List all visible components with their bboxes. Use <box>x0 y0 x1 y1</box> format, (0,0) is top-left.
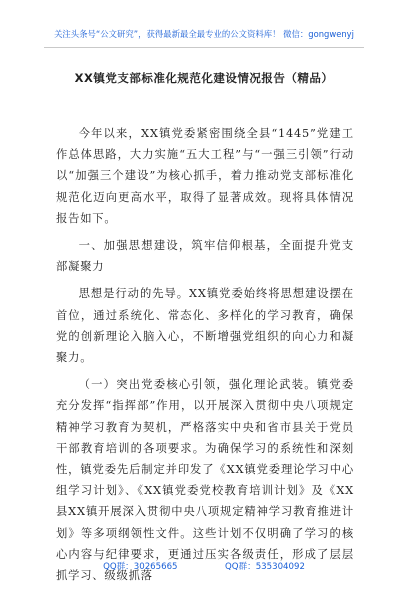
section-heading: 一、加强思想建设，筑牢信仰根基，全面提升党支部凝聚力 <box>56 239 354 274</box>
footer-contact <box>0 560 408 572</box>
footer-qq-group-1[interactable]: QQ群：30265665 <box>103 562 178 572</box>
section-paragraph: 思想是行动的先导。XX镇党委始终将思想建设摆在首位，通过系统化、常态化、多样化的学习教育，确保党的创新理论入脑入心，不断增强党组织的向心力和凝聚力。 <box>56 287 354 365</box>
document-title: XX镇党支部标准化规范化建设情况报告（精品） <box>74 71 334 85</box>
document-body <box>56 123 354 592</box>
footer-qq-group-2[interactable]: QQ群：535304092 <box>225 562 305 572</box>
header-divider <box>44 47 364 48</box>
intro-paragraph: 今年以来，XX镇党委紧密围绕全县“1445”党建工作总体思路，大力实施“五大工程”与“一强三引领”行动以“加强三个建设”为核心抓手，着力推动党支部标准化规范化迈向更高水平，取得了显著成效。现将具体情况报告如下。 <box>56 127 354 225</box>
header-promo-text[interactable]: 关注头条号“公文研究”，获得最新最全最专业的公文资料库！ 微信：gongwenyj <box>54 29 354 39</box>
subsection-paragraph: （一）突出党委核心引领，强化理论武装。镇党委充分发挥“指挥部”作用，以开展深入贯彻中央八项规定精神学习教育为契机，严格落实中央和省市县关于党员干部教育培训的各项要求。为确保学习的系统性和深刻性，镇党委先后制定并印发了《XX镇党委理论学习中心组学习计划》、《XX镇党委党校教育培训计划》及《XX县XX镇开展深入贯彻中央八项规定精神学习教育推进计划》等多项纲领性文件。这些计划不仅明确了学习的核心内容与纪律要求，更通过压实各级责任，形成了层层抓学习、级级抓落 <box>56 378 354 583</box>
header-promo-banner[interactable] <box>0 29 408 39</box>
